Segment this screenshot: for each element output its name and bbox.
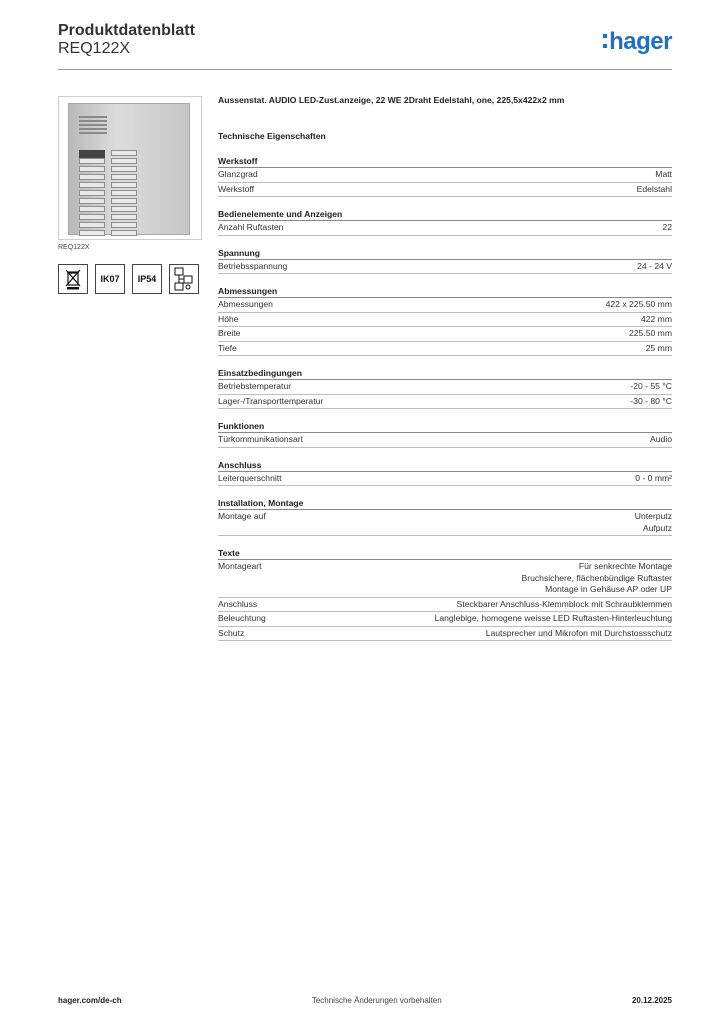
ik07-badge: IK07 [95,264,125,294]
spec-section [218,367,672,409]
spec-value-line: 25 mm [645,342,672,353]
spec-label: Breite [218,328,241,338]
document-header [58,22,672,70]
spec-row [218,395,672,410]
call-button-graphic [111,158,137,164]
spec-value-line: Matt [655,169,672,179]
spec-label: Höhe [218,313,239,324]
spec-value [635,511,672,534]
spec-value-line: Steckbarer Anschluss-Klemmblock mit Schraubklemmen [456,598,672,609]
spec-value [486,628,672,640]
spec-value-line: 22 [662,222,672,232]
speaker-grille-line [79,128,107,130]
call-button-graphic [111,150,137,156]
spec-value-line: 225.50 mm [629,328,672,338]
spec-value-line: Langlebige, homogene weisse LED Ruftasten-Hinterleuchtung [434,613,672,623]
spec-value-line: 24 - 24 V [637,260,672,271]
spec-sections [218,155,672,641]
spec-value-line: -20 - 55 °C [630,381,672,391]
call-button-graphic [79,182,105,188]
spec-value [637,184,672,196]
spec-section-title: Einsatzbedingungen [218,367,672,380]
spec-section [218,155,672,197]
spec-label: Glanzgrad [218,169,258,179]
spec-value-line: Für senkrechte Montage [578,561,672,571]
spec-section [218,208,672,236]
product-image-caption: REQ122X [58,244,90,251]
spec-value [629,328,672,340]
spec-label: Beleuchtung [218,613,266,623]
call-button-graphic [111,190,137,196]
call-button-graphic [111,198,137,204]
spec-row [218,380,672,395]
spec-value [662,222,672,234]
call-button-graphic [111,214,137,220]
spec-value-line: Audio [650,434,672,444]
spec-label: Abmessungen [218,299,273,309]
spec-section [218,497,672,536]
weee-bin-icon [58,264,88,294]
spec-section-title: Bedienelemente und Anzeigen [218,208,672,221]
spec-label: Betriebsspannung [218,260,288,271]
spec-value-line: 422 mm [640,313,672,324]
spec-value-line: Aufputz [642,522,672,533]
spec-value [637,261,672,273]
spec-row [218,612,672,627]
logo-dots-icon [603,28,608,52]
spec-row [218,510,672,536]
wiring-diagram-icon [169,264,199,294]
spec-label: Montageart [218,561,262,571]
spec-row [218,598,672,613]
spec-label: Anschluss [218,598,258,609]
spec-label: Werkstoff [218,183,254,194]
spec-section-title: Texte [218,547,672,560]
spec-label: Lager-/Transporttemperatur [218,395,324,406]
spec-label: Tiefe [218,342,237,353]
spec-value-line: Unterputz [634,511,672,521]
spec-row [218,560,672,598]
spec-row [218,168,672,183]
spec-value-line: -30 - 80 °C [630,395,672,406]
call-button-graphic [111,166,137,172]
spec-section-title: Abmessungen [218,285,672,298]
spec-label: Schutz [218,627,245,638]
spec-value [630,381,672,393]
spec-value [650,434,672,446]
call-button-graphic [111,222,137,228]
call-button-graphic [79,214,105,220]
spec-row [218,433,672,448]
spec-section [218,547,672,641]
product-description: Aussenstat. AUDIO LED-Zust.anzeige, 22 WE 2Draht Edelstahl, one, 225,5x422x2 mm [218,95,565,105]
spec-value [522,561,672,596]
product-image [58,96,202,240]
spec-row [218,313,672,328]
call-button-graphic [111,206,137,212]
call-button-graphic [79,174,105,180]
spec-value [606,299,672,311]
call-button-graphic [79,230,105,236]
spec-row [218,627,672,642]
spec-row [218,260,672,275]
spec-row [218,342,672,357]
call-button-graphic [79,190,105,196]
spec-section [218,420,672,448]
certification-badges [58,264,199,294]
footer-date: 20.12.2025 [631,996,672,1005]
call-button-graphic [79,166,105,172]
spec-section-title: Funktionen [218,420,672,433]
spec-section-title: Anschluss [218,459,672,472]
speaker-grille-line [79,132,107,134]
spec-value-line: Bruchsichere, flächenbündige Ruftaster [521,572,672,583]
footer-website-link[interactable]: hager.com/de-ch [58,996,122,1005]
page-footer [58,996,672,1005]
spec-value [457,599,672,611]
spec-section [218,247,672,275]
product-details [218,95,672,652]
call-button-graphic [111,230,137,236]
spec-value-line: Edelstahl [636,183,672,194]
speaker-grille-line [79,120,107,122]
spec-section-title: Werkstoff [218,155,672,168]
spec-label: Montage auf [218,511,266,521]
call-button-graphic [79,158,105,164]
call-button-graphic [79,206,105,212]
hager-logo [603,28,672,56]
status-display [79,150,105,158]
spec-value-line: 0 - 0 mm² [635,472,672,483]
spec-row [218,472,672,487]
spec-section-title: Installation, Montage [218,497,672,510]
call-button-graphic [111,182,137,188]
spec-row [218,327,672,342]
spec-value-line: 422 x 225.50 mm [605,299,672,309]
spec-label: Leiterquerschnitt [218,472,282,483]
call-button-graphic [79,198,105,204]
logo-text: hager [609,28,672,55]
spec-value [630,396,672,408]
spec-value [635,473,672,485]
spec-value [655,169,672,181]
call-button-graphic [111,174,137,180]
spec-value [646,343,672,355]
spec-row [218,183,672,198]
spec-section-title: Spannung [218,247,672,260]
door-station-panel [68,103,190,235]
spec-label: Türkommunikationsart [218,434,304,444]
document-title: Produktdatenblatt [58,22,195,39]
ip54-badge: IP54 [132,264,162,294]
product-code: REQ122X [58,40,131,57]
spec-section [218,285,672,356]
spec-value [435,613,672,625]
speaker-grille-line [79,116,107,118]
spec-row [218,298,672,313]
footer-notice: Technische Änderungen vorbehalten [311,996,442,1005]
spec-label: Betriebstemperatur [218,381,292,391]
spec-value [641,314,672,326]
spec-value-line: Lautsprecher und Mikrofon mit Durchstossschutz [485,627,672,638]
spec-section [218,459,672,487]
spec-value-line: Montage in Gehäuse AP oder UP [545,584,672,594]
technical-properties-heading: Technische Eigenschaften [218,131,326,141]
call-button-graphic [79,222,105,228]
speaker-grille-line [79,124,107,126]
spec-label: Anzahl Ruftasten [218,222,284,232]
spec-row [218,221,672,236]
